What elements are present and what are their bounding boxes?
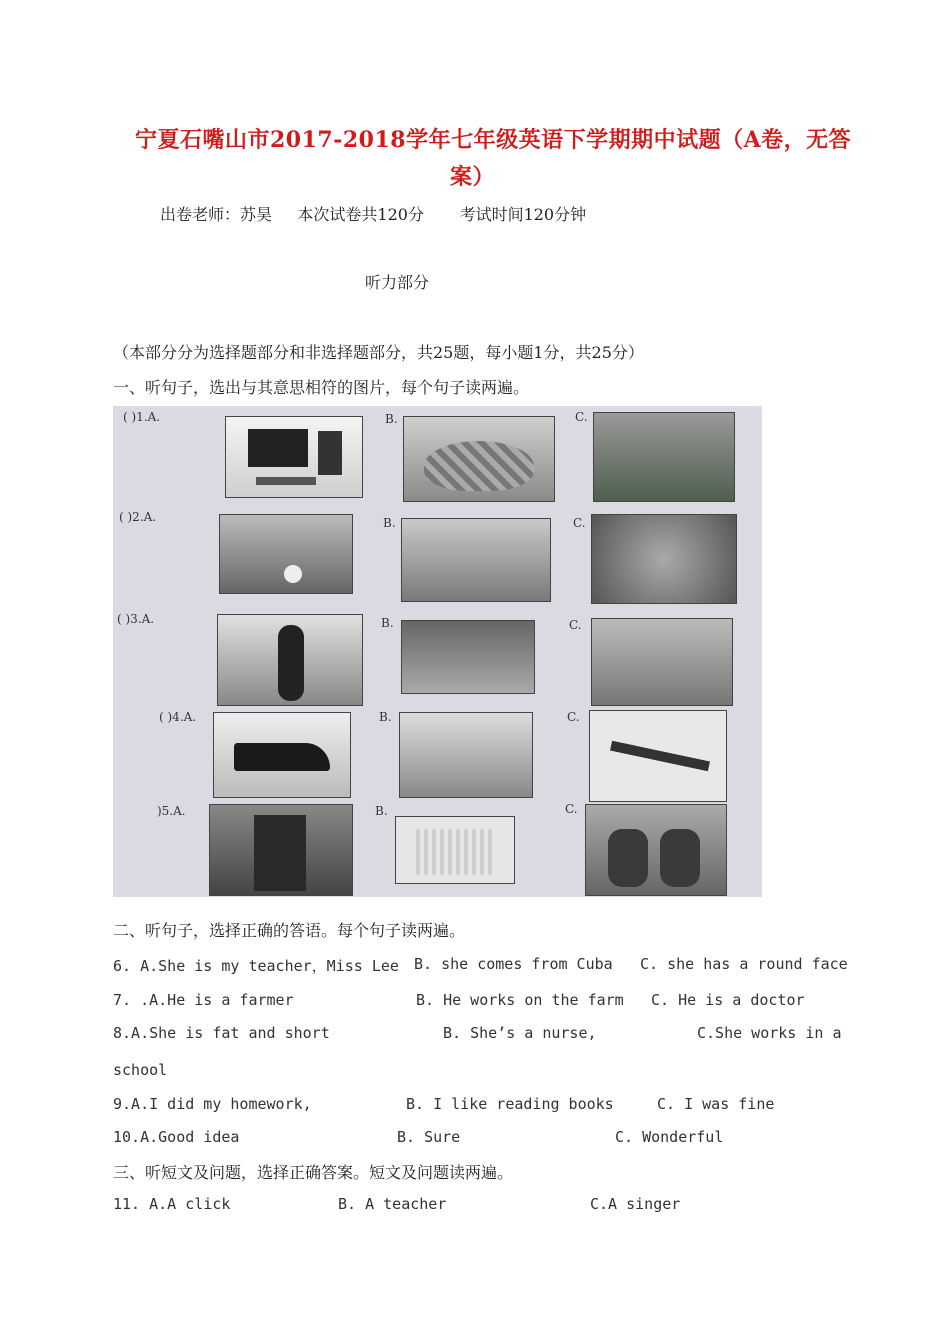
q2-b-label: B.: [383, 516, 396, 530]
q4-number: ( )4.A.: [159, 710, 197, 724]
dancer-picture: [217, 614, 363, 706]
exam-info: 出卷老师：苏昊 本次试卷共120分 考试时间120分钟: [160, 205, 587, 224]
q8-option-a: 8.A.She is fat and short: [113, 1024, 330, 1042]
q9-option-b: B. I like reading books: [406, 1095, 614, 1113]
piano-picture: [213, 712, 351, 798]
q11-option-c: C.A singer: [590, 1195, 681, 1213]
q7-option-b: B. He works on the farm: [416, 991, 624, 1009]
q6-option-a: 6. A.She is my teacher，Miss Lee: [113, 957, 399, 975]
listening-note: （本部分分为选择题部分和非选择题部分，共25题，每小题1分，共25分）: [113, 343, 644, 362]
q11-option-b: B. A teacher: [338, 1195, 447, 1213]
part1-heading: 一、听句子，选出与其意思相符的图片，每个句子读两遍。: [113, 378, 530, 397]
q9-option-c: C. I was fine: [657, 1095, 775, 1113]
shoes-picture: [585, 804, 727, 896]
computer-picture: [225, 416, 363, 498]
q9-option-a: 9.A.I did my homework,: [113, 1095, 312, 1113]
sweater-picture: [395, 816, 515, 884]
q5-c-label: C.: [565, 802, 578, 816]
jacket-picture: [209, 804, 353, 896]
q7-option-c: C. He is a doctor: [651, 991, 805, 1009]
part3-heading: 三、听短文及问题，选择正确答案。短文及问题读两遍。: [113, 1163, 514, 1182]
q3-number: ( )3.A.: [117, 612, 155, 626]
q3-c-label: C.: [569, 618, 582, 632]
q10-option-b: B. Sure: [397, 1128, 461, 1146]
q6-option-b: B. she comes from Cuba: [414, 955, 613, 973]
q5-number: )5.A.: [157, 804, 186, 818]
farm-picture: [593, 412, 735, 502]
q4-b-label: B.: [379, 710, 392, 724]
q8-option-c-continued: school: [113, 1061, 168, 1079]
part2-heading: 二、听句子，选择正确的答语。每个句子读两遍。: [113, 921, 466, 940]
q6-option-c: C. she has a round face: [640, 955, 848, 973]
park-reading-picture: [401, 518, 551, 602]
q11-option-a: 11. A.A click: [113, 1195, 231, 1213]
q1-b-label: B.: [385, 412, 398, 426]
q7-option-a: 7. .A.He is a farmer: [113, 991, 294, 1009]
picture-question-sheet: [113, 406, 762, 897]
q1-number: ( )1.A.: [123, 410, 161, 424]
q3-b-label: B.: [381, 616, 394, 630]
q4-c-label: C.: [567, 710, 580, 724]
q5-b-label: B.: [375, 804, 388, 818]
q1-c-label: C.: [575, 410, 588, 424]
hat-picture: [403, 416, 555, 502]
q10-option-a: 10.A.Good idea: [113, 1128, 240, 1146]
q10-option-c: C. Wonderful: [615, 1128, 724, 1146]
document-title-line1: 宁夏石嘴山市2017-2018学年七年级英语下学期期中试题（A卷，无答: [135, 127, 852, 153]
q2-c-label: C.: [573, 516, 586, 530]
kids-cartoon-picture: [591, 514, 737, 604]
opera-picture: [401, 620, 535, 694]
kungfu-picture: [591, 618, 733, 706]
document-title-line2: 案）: [450, 164, 496, 190]
guitar-picture: [589, 710, 727, 802]
q2-number: ( )2.A.: [119, 510, 157, 524]
q8-option-b: B. She’s a nurse,: [443, 1024, 597, 1042]
listening-heading: 听力部分: [365, 273, 430, 292]
q8-option-c: C.She works in a: [697, 1024, 842, 1042]
violin-picture: [399, 712, 533, 798]
soccer-picture: [219, 514, 353, 594]
